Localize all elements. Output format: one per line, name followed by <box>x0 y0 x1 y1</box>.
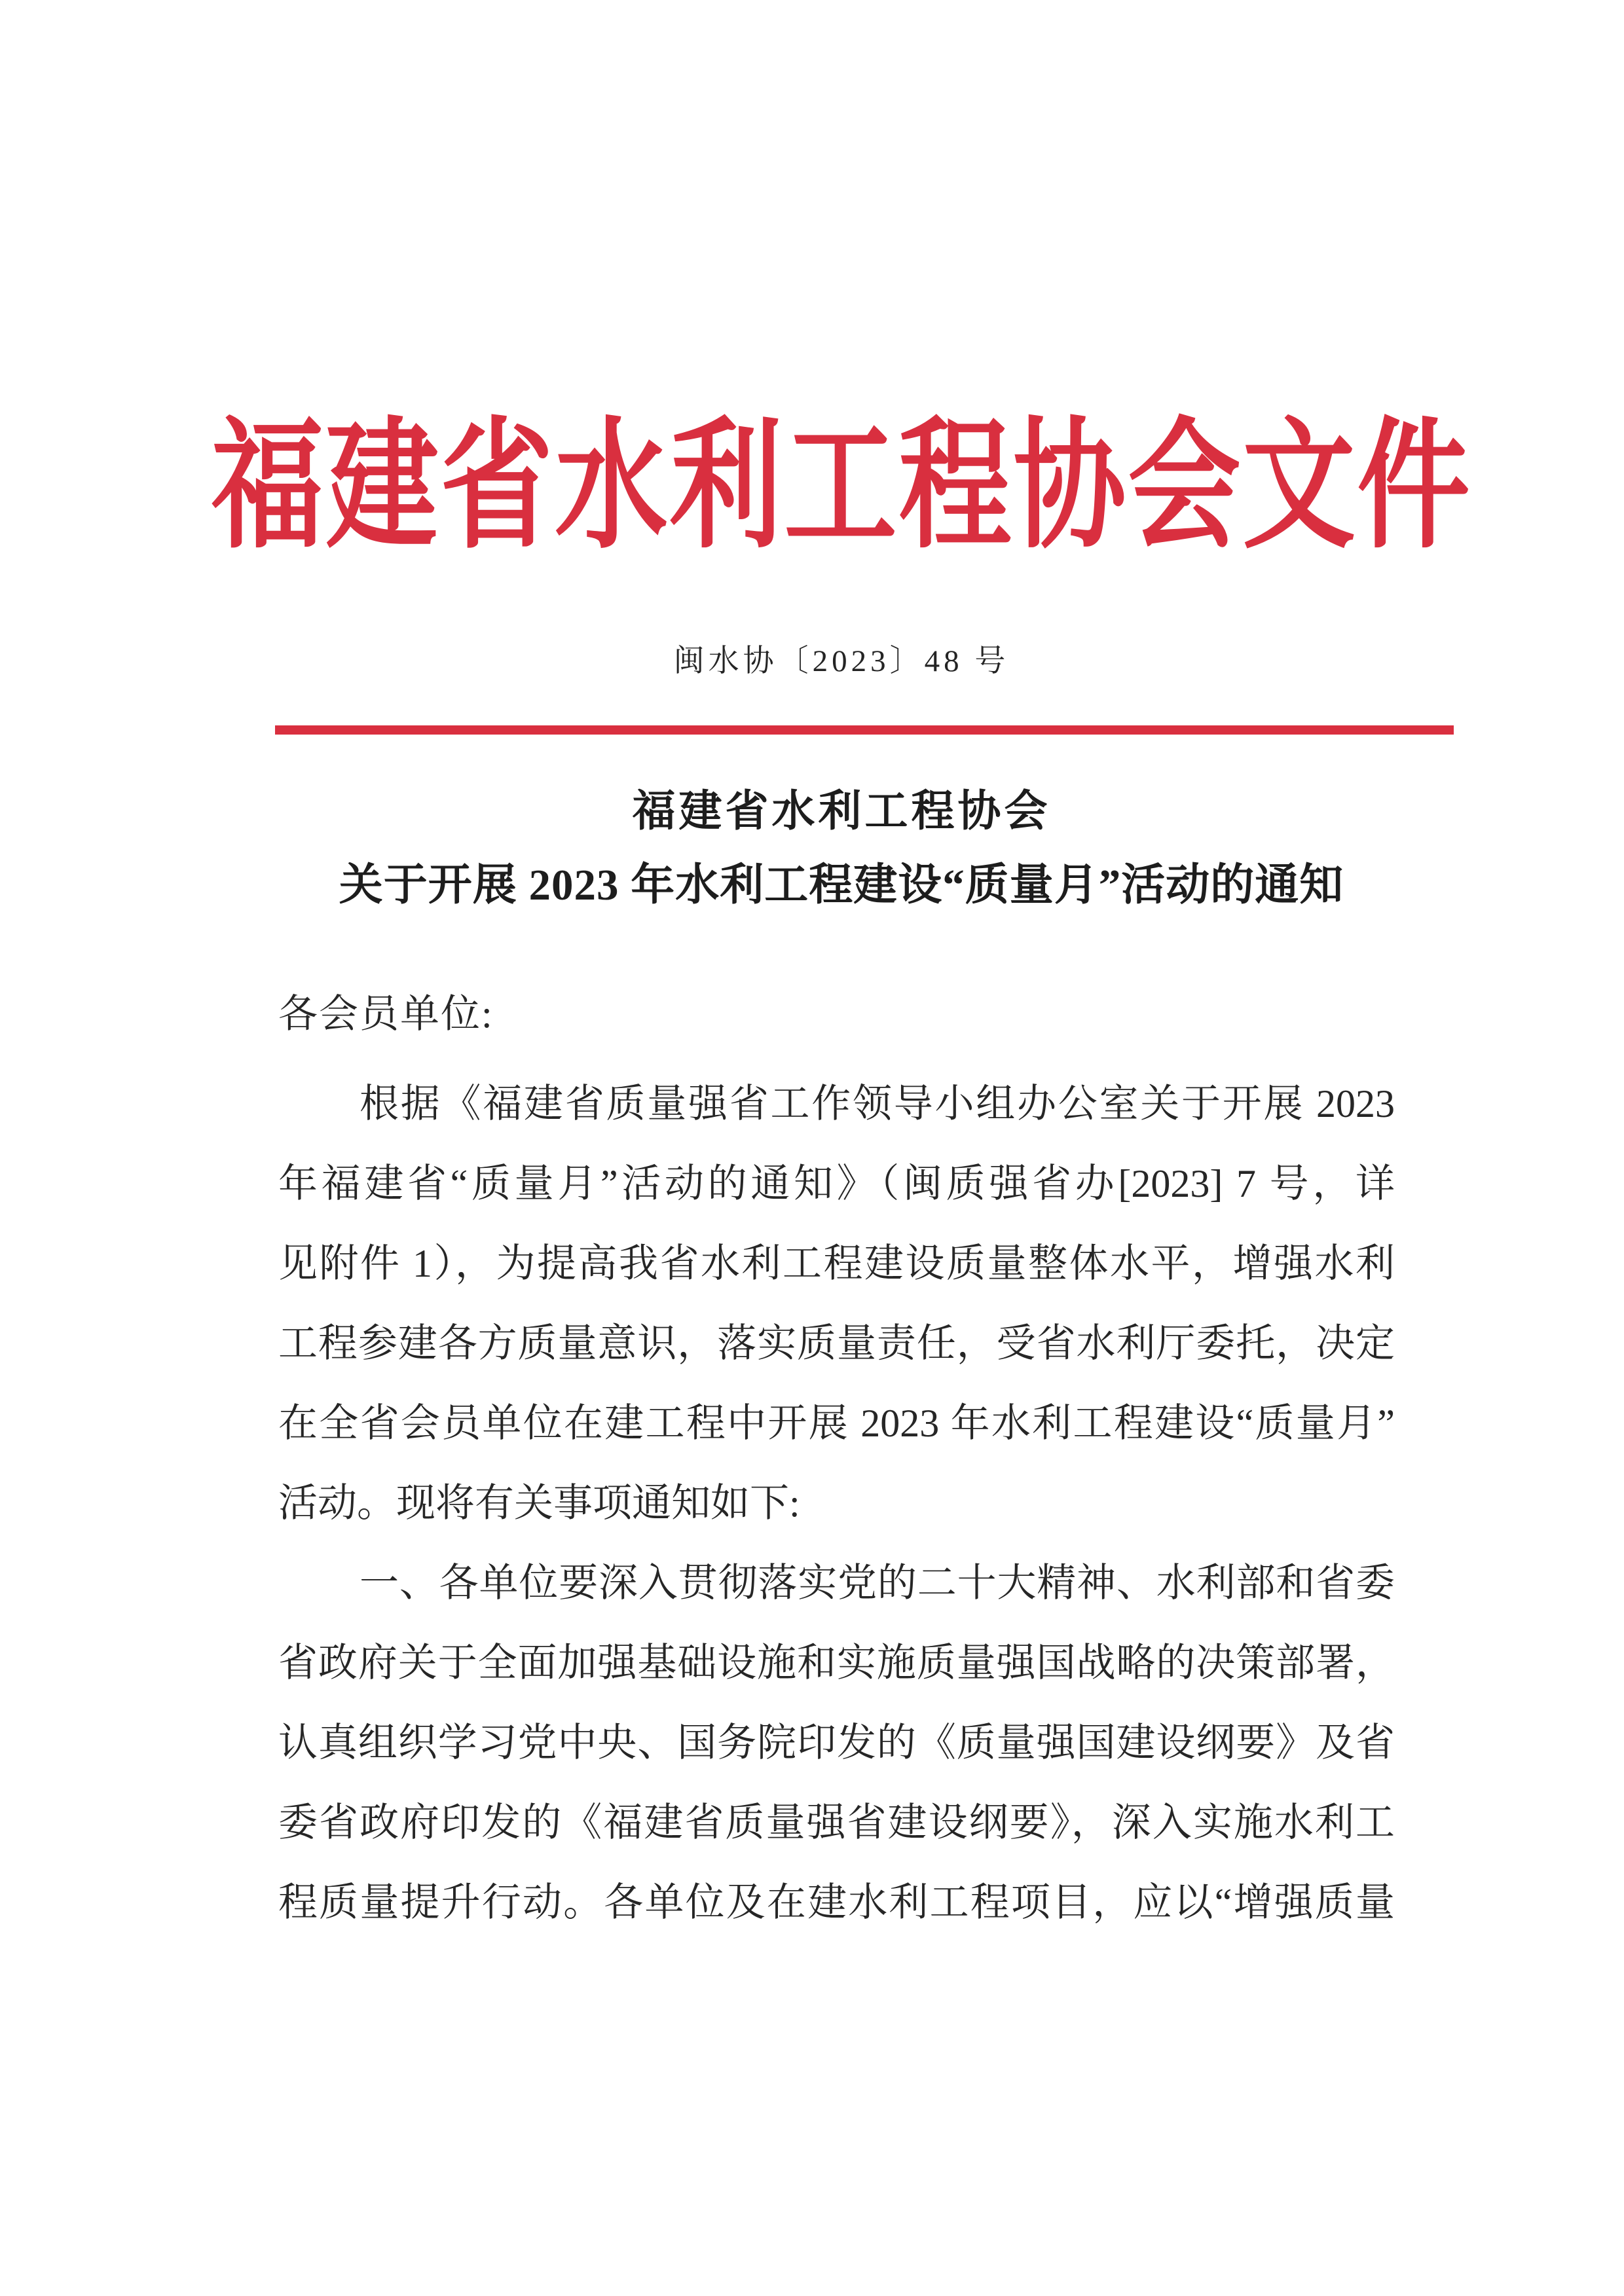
body-line: 在全省会员单位在建工程中开展 2023 年水利工程建设“质量月” <box>278 1402 1395 1445</box>
body-line: 认真组织学习党中央、国务院印发的《质量强国建设纲要》及省 <box>278 1721 1395 1764</box>
body-line: 省政府关于全面加强基础设施和实施质量强国战略的决策部署， <box>278 1641 1395 1685</box>
notice-title-org: 福建省水利工程协会 <box>632 788 1051 835</box>
body-line: 一、各单位要深入贯彻落实党的二十大精神、水利部和省委 <box>360 1561 1395 1605</box>
notice-body <box>278 974 1395 1942</box>
agency-header-title: 福建省水利工程协会文件 <box>211 410 1472 566</box>
notice-title-block <box>59 775 1624 922</box>
body-line: 活动。现将有关事项通知如下: <box>278 1482 800 1525</box>
notice-title-subject: 关于开展 2023 年水利工程建设“质量月”活动的通知 <box>339 861 1344 909</box>
body-line: 见附件 1），为提高我省水利工程建设质量整体水平，增强水利 <box>278 1242 1395 1285</box>
body-line: 年福建省“质量月”活动的通知》（闽质强省办[2023] 7 号，详 <box>278 1162 1395 1205</box>
body-line: 根据《福建省质量强省工作领导小组办公室关于开展 2023 <box>360 1082 1395 1125</box>
red-divider-line <box>275 725 1454 735</box>
body-line: 工程参建各方质量意识，落实质量责任，受省水利厅委托，决定 <box>278 1322 1395 1365</box>
doc-number: 闽水协〔2023〕48 号 <box>673 644 1010 678</box>
salutation: 各会员单位: <box>278 993 494 1036</box>
body-line: 委省政府印发的《福建省质量强省建设纲要》，深入实施水利工 <box>278 1801 1395 1844</box>
body-line: 程质量提升行动。各单位及在建水利工程项目，应以“增强质量 <box>278 1881 1395 1924</box>
